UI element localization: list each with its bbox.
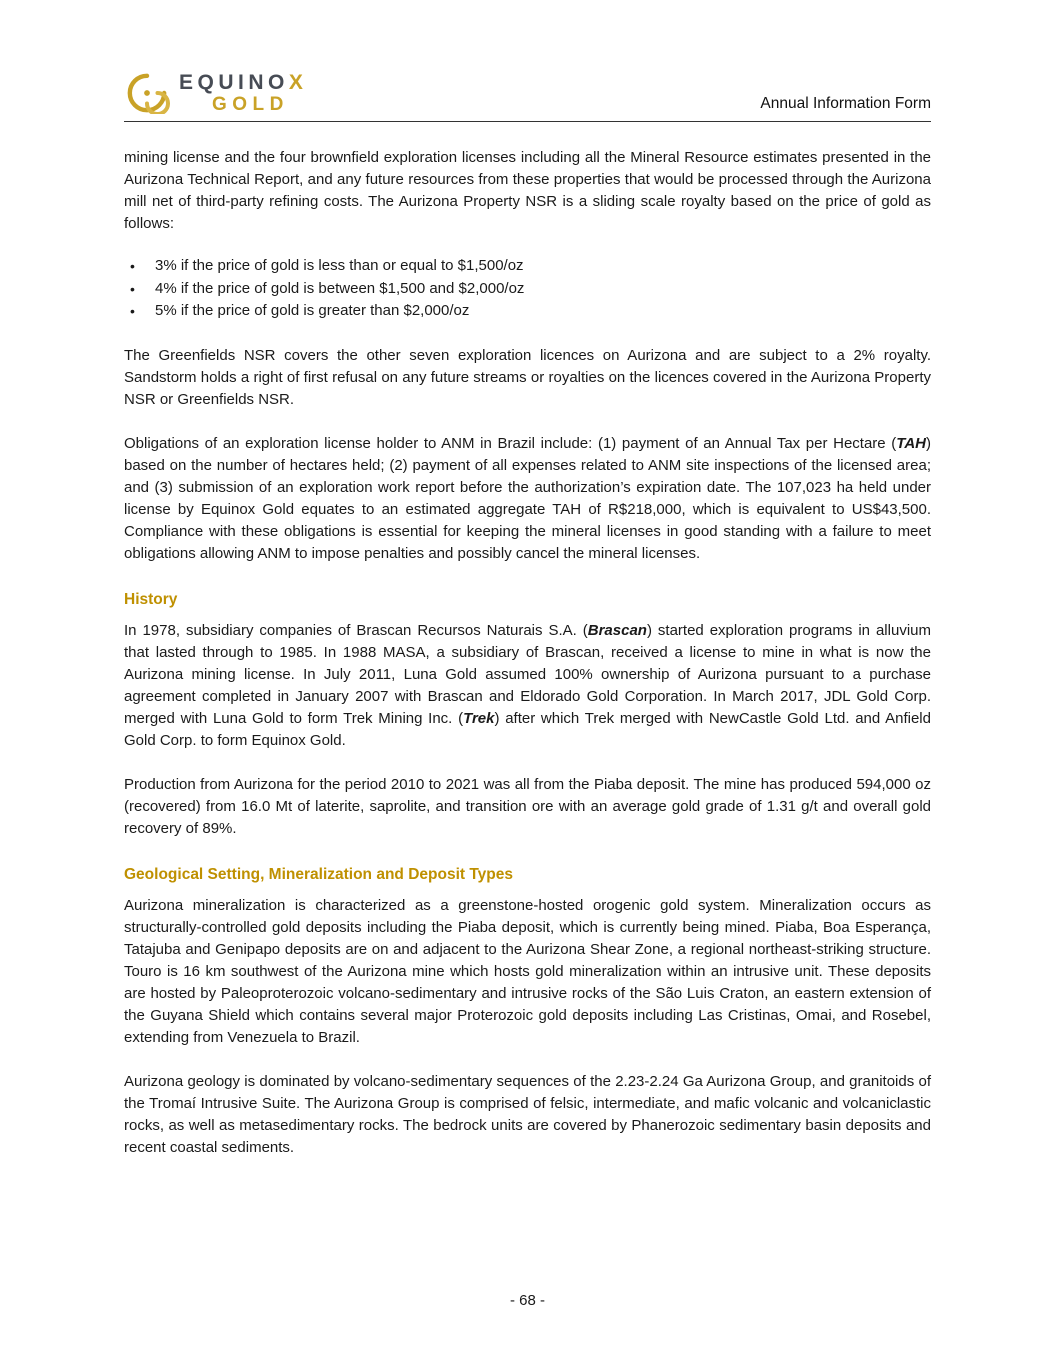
logo-text-equino: EQUINO [179,71,289,94]
paragraph-nsr-intro: mining license and the four brownfield exploration licenses including all the Mineral Resource estimates presented in the Aurizona Technical Report, and any future resources from these properties that would be processed through the Aurizona mill net of third-party refining costs. The Aurizona Property NSR is a sliding scale royalty based on the price of gold as follows: [124,149,931,232]
paragraph-segment: In 1978, subsidiary companies of Brascan Recursos Naturais S.A. ( [124,621,588,639]
bullet-marker-icon: • [130,280,135,297]
paragraph-anm-obligations [124,433,931,565]
term-trek: Trek [463,709,495,727]
bullet-marker-icon: • [130,303,135,319]
bullet-text: 4% if the price of gold is between $1,500 and $2,000/oz [155,279,525,297]
page-number: - 68 - [509,1292,545,1309]
paragraph-segment: ) started exploration programs in alluvium that lasted through to 1985. In 1988 MASA, a subsidiary of Brascan, received a license to mine in what is now the Aurizona mining license. In July 2011, Luna Gold assumed 100% ownership of Aurizona pursuant to a purchase agreement completed in January 2007 with Brascan and Eldorado Gold Corporation. In March 2017, JDL Gold Corp. merged with Luna Gold to form Trek Mining Inc. ( [124,621,931,727]
page-header [0,0,1055,122]
logo-text-x: X [288,71,308,94]
bullet-marker-icon: • [130,258,135,274]
document-title: Annual Information Form [760,95,931,112]
bullet-item [124,255,931,278]
section-heading-history: History [124,590,178,608]
paragraph-segment: Obligations of an exploration license holder to ANM in Brazil include: (1) payment of an Annual Tax per Hectare ( [124,434,897,452]
equinox-gold-logo [124,72,307,114]
bullet-text: 3% if the price of gold is less than or equal to $1,500/oz [155,257,524,274]
bullet-item [124,300,931,323]
page-footer [0,1292,1055,1309]
header-row [124,72,931,122]
paragraph-history [124,620,931,752]
logo-swirl-icon [124,72,170,114]
section-heading-geological-setting: Geological Setting, Mineralization and Deposit Types [124,865,513,883]
logo-wordmark-equinox [179,72,307,93]
term-brascan: Brascan [587,621,647,639]
page-body [0,147,1055,1159]
bullet-text: 5% if the price of gold is greater than $2,000/oz [155,302,470,319]
paragraph-mineralization: Aurizona mineralization is characterized as a greenstone-hosted orogenic gold system. Mineralization occurs as structurally-controlled gold deposits including the Piaba deposit, which is currently being mined. Piaba, Boa Esperança, Tatajuba and Genipapo deposits are on and adjacent to the Aurizona Shear Zone, a regional northeast-striking structure. Touro is 16 km southwest of the Aurizona mine which hosts gold mineralization within an intrusive unit. These deposits are hosted by Paleoproterozoic volcano-sedimentary and intrusive rocks of the São Luis Craton, an eastern extension of the Guyana Shield which contains several major Proterozoic gold deposits including Las Cristinas, Omai, and Rosebel, extending from Venezuela to Brazil. [124,896,931,1046]
logo-wordmark [179,72,307,114]
paragraph-segment: ) based on the number of hectares held; (2) payment of all expenses related to ANM site inspections of the licensed area; and (3) submission of an exploration work report before the authorization’s expiration date. The 107,023 ha held under license by Equinox Gold equates to an estimated aggregate TAH of R$218,000, which is equivalent to US$43,500. Compliance with these obligations is essential for keeping the mineral licenses in good standing with a failure to meet obligations allowing ANM to impose penalties and possibly cancel the mineral licenses. [124,434,931,562]
paragraph-geology: Aurizona geology is dominated by volcano-sedimentary sequences of the 2.23-2.24 Ga Aurizona Group, and granitoids of the Tromaí Intrusive Suite. The Aurizona Group is comprised of felsic, intermediate, and mafic volcanic and volcaniclastic rocks, as well as metasedimentary rocks. The bedrock units are covered by Phanerozoic sedimentary basin deposits and recent coastal sediments. [124,1072,931,1156]
paragraph-greenfields-nsr: The Greenfields NSR covers the other seven exploration licences on Aurizona and are subject to a 2% royalty. Sandstorm holds a right of first refusal on any future streams or royalties on the licences covered in the Aurizona Property NSR or Greenfields NSR. [124,346,931,408]
term-tah: TAH [896,434,926,452]
logo-wordmark-gold: GOLD [212,94,289,115]
royalty-bullet-list [124,255,931,323]
bullet-item [124,278,931,301]
paragraph-segment: ) after which Trek merged with NewCastle Gold Ltd. and Anfield Gold Corp. to form Equinox Gold. [124,709,931,749]
paragraph-production: Production from Aurizona for the period 2010 to 2021 was all from the Piaba deposit. The mine has produced 594,000 oz (recovered) from 16.0 Mt of laterite, saprolite, and transition ore with an average gold grade of 1.31 g/t and overall gold recovery of 89%. [124,775,931,837]
